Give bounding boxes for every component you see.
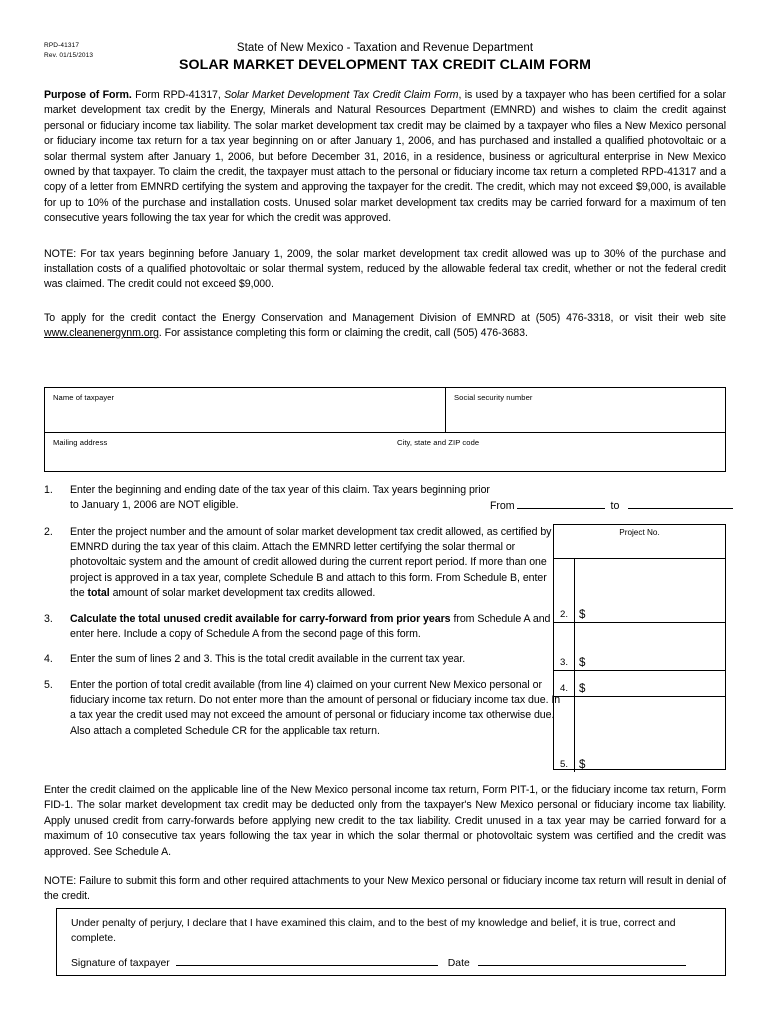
- date-label: Date: [447, 958, 470, 969]
- purpose-label: Purpose of Form.: [44, 89, 132, 101]
- to-label: to: [610, 500, 620, 512]
- row-number-5: 5.: [554, 697, 575, 772]
- signature-input[interactable]: [176, 956, 438, 966]
- agency-name: State of New Mexico - Taxation and Revenue Department: [236, 42, 534, 54]
- row-number-3: 3.: [554, 623, 575, 670]
- apply-text-2: . For assistance completing this form or claiming the credit, call (505) 476-3683.: [158, 327, 528, 340]
- perjury-declaration: Under penalty of perjury, I declare that I have examined this claim, and to the best of my knowledge and belief, it is true, correct and complete.: [71, 918, 676, 945]
- item-text-4: Enter the sum of lines 2 and 3. This is the total credit available in the current tax year.: [70, 653, 466, 666]
- currency-symbol: $: [579, 759, 586, 771]
- date-input[interactable]: [478, 956, 686, 966]
- from-date-input[interactable]: [517, 499, 605, 509]
- project-no-label: Project No.: [619, 528, 660, 537]
- list-item-1: [44, 483, 726, 514]
- item-number-3: 3.: [44, 612, 53, 625]
- clean-energy-link[interactable]: www.cleanenergynm.org: [44, 327, 159, 340]
- item-text-2-part-2: amount of solar market development tax credits allowed.: [109, 587, 376, 600]
- item-text-2: [70, 525, 562, 602]
- item-text-3-rest: from Schedule A and enter here. Include a copy of Schedule A from the second page of this form.: [70, 612, 551, 640]
- apply-text-1: To apply for the credit contact the Energy Conservation and Management Division of EMNRD at (505) 476-3318, or visit their web site: [44, 311, 726, 324]
- item-text-2-bold: total: [87, 587, 110, 600]
- item-text-3-bold: Calculate the total unused credit available for carry-forward from prior years: [70, 612, 451, 625]
- item-text-2-part-1: Enter the project number and the amount of solar market development tax credit allowed, as certified by EMNRD during the tax year of this claim. Attach the EMNRD letter certifying the solar thermal or photovoltaic system and the amount of credit allowed during the current report period. If more than one project is approved in a tax year, complete Schedule B and attach to this form. From Schedule B, enter the: [70, 525, 552, 600]
- table-row: [554, 559, 725, 623]
- purpose-text-2: , is used by a taxpayer who has been certified for a solar market development tax credit by the Energy, Minerals and Natural Resources Department (EMNRD) and wishes to claim the credit against personal or fiduciary income tax liability. The solar market development tax credit may be claimed by a taxpayer who files a New Mexico personal or fiduciary income tax return for a tax year beginning on or after January 1, 2006, and has purchased and installed a qualified photovoltaic or a solar thermal system after January 1, 2006, but before December 31, 2016, in a residence, business or agricultural enterprise in New Mexico owned by that taxpayer. To claim the credit, the taxpayer must attach to the personal or fiduciary income tax return a completed RPD-41317 and a copy of a letter from EMNRD certifying the system and approving the taxpayer for the credit. The credit, which may not exceed $9,000, is available for up to 10% of the purchase and installation costs. Unused solar market development tax credits may be carried forward for a maximum of ten consecutive years following the tax year for which the credit was approved.: [44, 89, 726, 225]
- instructions-body: [44, 88, 726, 342]
- name-of-taxpayer-label: Name of taxpayer: [53, 393, 115, 402]
- form-header: [0, 42, 770, 73]
- closing-paragraph: Enter the credit claimed on the applicable line of the New Mexico personal income tax return, Form PIT-1, or the fiduciary income tax return, Form FID-1. The solar market development tax credit may be deducted only from the taxpayer's New Mexico personal or fiduciary income tax liability. Apply unused credit from carry-forwards before applying new credit to the tax liability. Credit unused in a tax year may be carried forward for a maximum of 10 consecutive tax years following the tax year in which the solar thermal or photovoltaic system was certified and the credit was approved. See Schedule A.: [44, 784, 726, 858]
- table-row: [554, 623, 725, 671]
- currency-symbol: $: [579, 683, 586, 695]
- form-revision-date: Rev. 01/15/2013: [44, 52, 94, 60]
- table-row: [554, 671, 725, 697]
- taxpayer-info-row-top: [45, 388, 725, 433]
- row-number-4: 4.: [554, 671, 575, 696]
- table-row: [554, 697, 725, 772]
- signature-box: [56, 908, 726, 976]
- form-number: RPD-41317: [44, 42, 80, 49]
- purpose-text-1: Form RPD-41317,: [131, 89, 225, 101]
- purpose-paragraph: [44, 88, 726, 227]
- page-title: SOLAR MARKET DEVELOPMENT TAX CREDIT CLAIM FORM: [178, 57, 592, 73]
- item-text-1: Enter the beginning and ending date of the tax year of this claim. Tax years beginning prior to January 1, 2006 are NOT eligible.: [70, 484, 490, 512]
- project-no-cell[interactable]: [554, 525, 725, 559]
- tax-year-range-entry: [490, 499, 733, 514]
- amount-input-line-4[interactable]: [575, 683, 725, 696]
- signature-row: [71, 956, 711, 969]
- to-date-input[interactable]: [628, 499, 733, 509]
- note-paragraph-2: NOTE: Failure to submit this form and other required attachments to your New Mexico personal or fiduciary income tax return will result in denial of the credit.: [44, 875, 726, 903]
- social-security-number-label: Social security number: [454, 393, 533, 402]
- item-text-5: Enter the portion of total credit available (from line 4) claimed on your current New Mexico personal or fiduciary income tax return. Do not enter more than the amount of personal or fiduciary income tax due. In a tax year the credit used may not exceed the amount of personal or fiduciary income tax otherwise due. Also attach a completed Schedule CR for the applicable tax return.: [70, 678, 561, 737]
- item-text-3: [70, 612, 562, 643]
- credit-amount-entry-table: [553, 524, 726, 770]
- currency-symbol: $: [579, 609, 586, 621]
- amount-input-line-2[interactable]: [575, 609, 725, 622]
- signature-label: Signature of taxpayer: [71, 958, 170, 969]
- apply-paragraph: [44, 311, 726, 342]
- item-number-1: 1.: [44, 484, 53, 496]
- purpose-form-title-italic: Solar Market Development Tax Credit Claim Form: [224, 89, 459, 101]
- row-number-2: 2.: [554, 559, 575, 622]
- taxpayer-info-row-bottom[interactable]: [45, 433, 725, 471]
- closing-instructions: [44, 783, 726, 905]
- item-number-2: 2.: [44, 525, 53, 538]
- mailing-address-label: Mailing address: [53, 438, 108, 447]
- amount-input-line-3[interactable]: [575, 657, 725, 670]
- item-number-4: 4.: [44, 653, 53, 666]
- taxpayer-info-box: [44, 387, 726, 472]
- name-of-taxpayer-field[interactable]: [45, 388, 446, 432]
- from-label: From: [490, 500, 515, 512]
- city-state-zip-label: City, state and ZIP code: [397, 438, 480, 447]
- note-paragraph-1: NOTE: For tax years beginning before January 1, 2009, the solar market development tax credit allowed was up to 30% of the purchase and installation costs of a qualified photovoltaic or solar thermal system, reduced by the allowable federal tax credit, whether or not the federal credit was claimed. The credit could not exceed $9,000.: [44, 247, 726, 291]
- item-number-5: 5.: [44, 678, 53, 691]
- currency-symbol: $: [579, 657, 586, 669]
- amount-input-line-5[interactable]: [575, 759, 725, 772]
- social-security-number-field[interactable]: [446, 388, 725, 432]
